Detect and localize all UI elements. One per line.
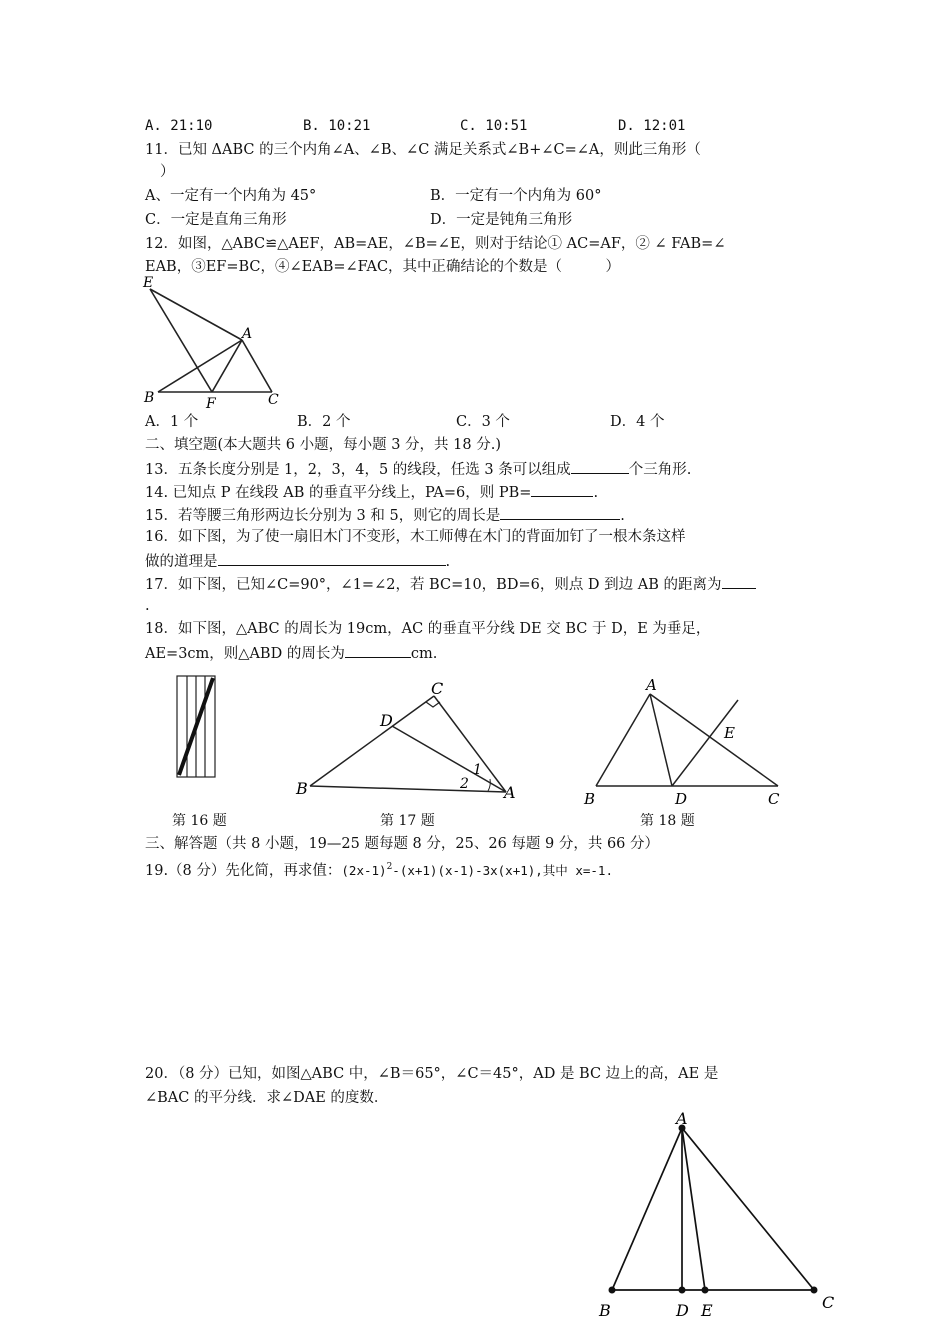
q12-figure <box>140 274 290 410</box>
q19 <box>145 857 613 881</box>
q10-option-c: C. 10:51 <box>460 118 528 134</box>
fig17 <box>290 676 530 800</box>
fig18-label-b: B <box>584 790 596 808</box>
q18-text-end: cm. <box>410 646 438 662</box>
fig18-label-e: E <box>724 724 735 742</box>
fig18-label-c: C <box>768 790 780 808</box>
q10-option-b: B. 10:21 <box>303 118 371 134</box>
q18-line2 <box>145 642 437 664</box>
q12-option-b: B．2 个 <box>297 414 351 430</box>
fig18-label-d: D <box>675 790 688 808</box>
fig20-label-c: C <box>822 1293 835 1312</box>
q18-text: AE=3cm，则△ABD 的周长为 <box>145 646 345 662</box>
caption-fig17: 第 17 题 <box>380 813 435 829</box>
q16-answer-blank[interactable] <box>218 550 446 566</box>
q19-expr-part2: -(x+1)(x-1)-3x(x+1),其中 x=-1. <box>392 862 613 878</box>
q16-line2 <box>145 550 450 572</box>
section-2-heading: 二、填空题(本大题共 6 小题，每小题 3 分，共 18 分.) <box>145 437 501 453</box>
q14-answer-blank[interactable] <box>531 481 593 497</box>
caption-fig16: 第 16 题 <box>172 813 227 829</box>
q20-line1: 20．（8 分）已知，如图△ABC 中，∠B＝65°，∠C＝45°，AD 是 BC 边上的高，AE 是 <box>145 1066 719 1082</box>
q14-text-end: . <box>593 485 599 501</box>
q15-text: 15．若等腰三角形两边长分别为 3 和 5，则它的周长是 <box>145 508 501 524</box>
q17 <box>145 573 756 595</box>
caption-fig18: 第 18 题 <box>640 813 695 829</box>
fig20-label-e: E <box>701 1301 713 1320</box>
q12-option-d: D．4 个 <box>610 414 665 430</box>
section-3-heading: 三、解答题（共 8 小题，19—25 题每题 8 分，25、26 每题 9 分，共 66 分） <box>145 836 660 852</box>
fig17-label-d: D <box>380 711 393 730</box>
q12-stem-line2: EAB，③EF=BC，④∠EAB=∠FAC，其中正确结论的个数是（ ） <box>145 259 621 275</box>
q11-option-c: C．一定是直角三角形 <box>145 212 287 228</box>
q18-answer-blank[interactable] <box>345 642 411 658</box>
fig17-angle-1: 1 <box>473 762 482 778</box>
fig16-door <box>172 672 222 782</box>
q11-option-b: B．一定有一个内角为 60° <box>430 188 602 204</box>
q16-line1: 16．如下图，为了使一扇旧木门不变形，木工师傅在木门的背面加钉了一根木条这样 <box>145 529 686 545</box>
fig20-label-b: B <box>599 1301 611 1320</box>
q10-option-a: A. 21:10 <box>145 118 213 134</box>
q20-line2: ∠BAC 的平分线．求∠DAE 的度数． <box>145 1090 389 1106</box>
q13-text-end: 个三角形. <box>628 462 692 478</box>
q17-text: 17．如下图，已知∠C=90°，∠1=∠2，若 BC=10，BD=6，则点 D 到边 AB 的距离为 <box>145 577 722 593</box>
fig20 <box>592 1108 852 1326</box>
q11-option-d: D．一定是钝角三角形 <box>430 212 573 228</box>
q15-text-end: . <box>620 508 625 524</box>
q11-paren: ） <box>160 164 175 180</box>
fig18 <box>578 672 788 810</box>
q18-line1: 18．如下图，△ABC 的周长为 19cm，AC 的垂直平分线 DE 交 BC 于 D，E 为垂足， <box>145 621 711 637</box>
q12-stem-line1: 12．如图，△ABC≌△AEF，AB=AE，∠B=∠E，则对于结论① AC=AF，② ∠ FAB=∠ <box>145 236 726 252</box>
fig20-label-a: A <box>676 1109 688 1128</box>
fig18-label-a: A <box>646 676 657 694</box>
q14 <box>145 481 598 503</box>
fig17-angle-2: 2 <box>460 776 469 792</box>
fig20-label-d: D <box>676 1301 689 1320</box>
q12-option-c: C．3 个 <box>456 414 510 430</box>
q12-label-e: E <box>143 275 154 291</box>
q19-exponent: 2 <box>386 862 393 872</box>
q16-text: 做的道理是 <box>145 554 218 570</box>
q17-end: . <box>145 598 150 614</box>
fig17-label-a: A <box>504 783 516 800</box>
q13-answer-blank[interactable] <box>571 458 629 474</box>
q11-stem: 11．已知 ΔABC 的三个内角∠A、∠B、∠C 满足关系式∠B+∠C=∠A，则此三角形（ <box>145 142 701 158</box>
q13 <box>145 458 691 480</box>
q11-option-a: A、一定有一个内角为 45° <box>145 188 317 204</box>
q13-text: 13．五条长度分别是 1，2，3，4，5 的线段，任选 3 条可以组成 <box>145 462 571 478</box>
q12-label-b: B <box>144 390 155 406</box>
q19-expr-part1: (2x-1) <box>341 862 387 878</box>
q12-label-f: F <box>206 396 216 410</box>
q10-option-d: D. 12:01 <box>618 118 686 134</box>
q12-option-a: A．1 个 <box>145 414 199 430</box>
q14-text: 14. 已知点 P 在线段 AB 的垂直平分线上，PA=6，则 PB= <box>145 485 532 501</box>
fig17-label-b: B <box>296 779 308 798</box>
q17-answer-blank[interactable] <box>722 573 756 589</box>
q12-label-a: A <box>242 326 253 342</box>
q16-text-end: . <box>445 554 451 570</box>
q15-answer-blank[interactable] <box>500 504 620 520</box>
fig17-label-c: C <box>431 679 444 698</box>
q15 <box>145 504 625 526</box>
q19-text: 19.（8 分）先化简，再求值： <box>145 862 342 879</box>
q12-label-c: C <box>268 392 279 408</box>
